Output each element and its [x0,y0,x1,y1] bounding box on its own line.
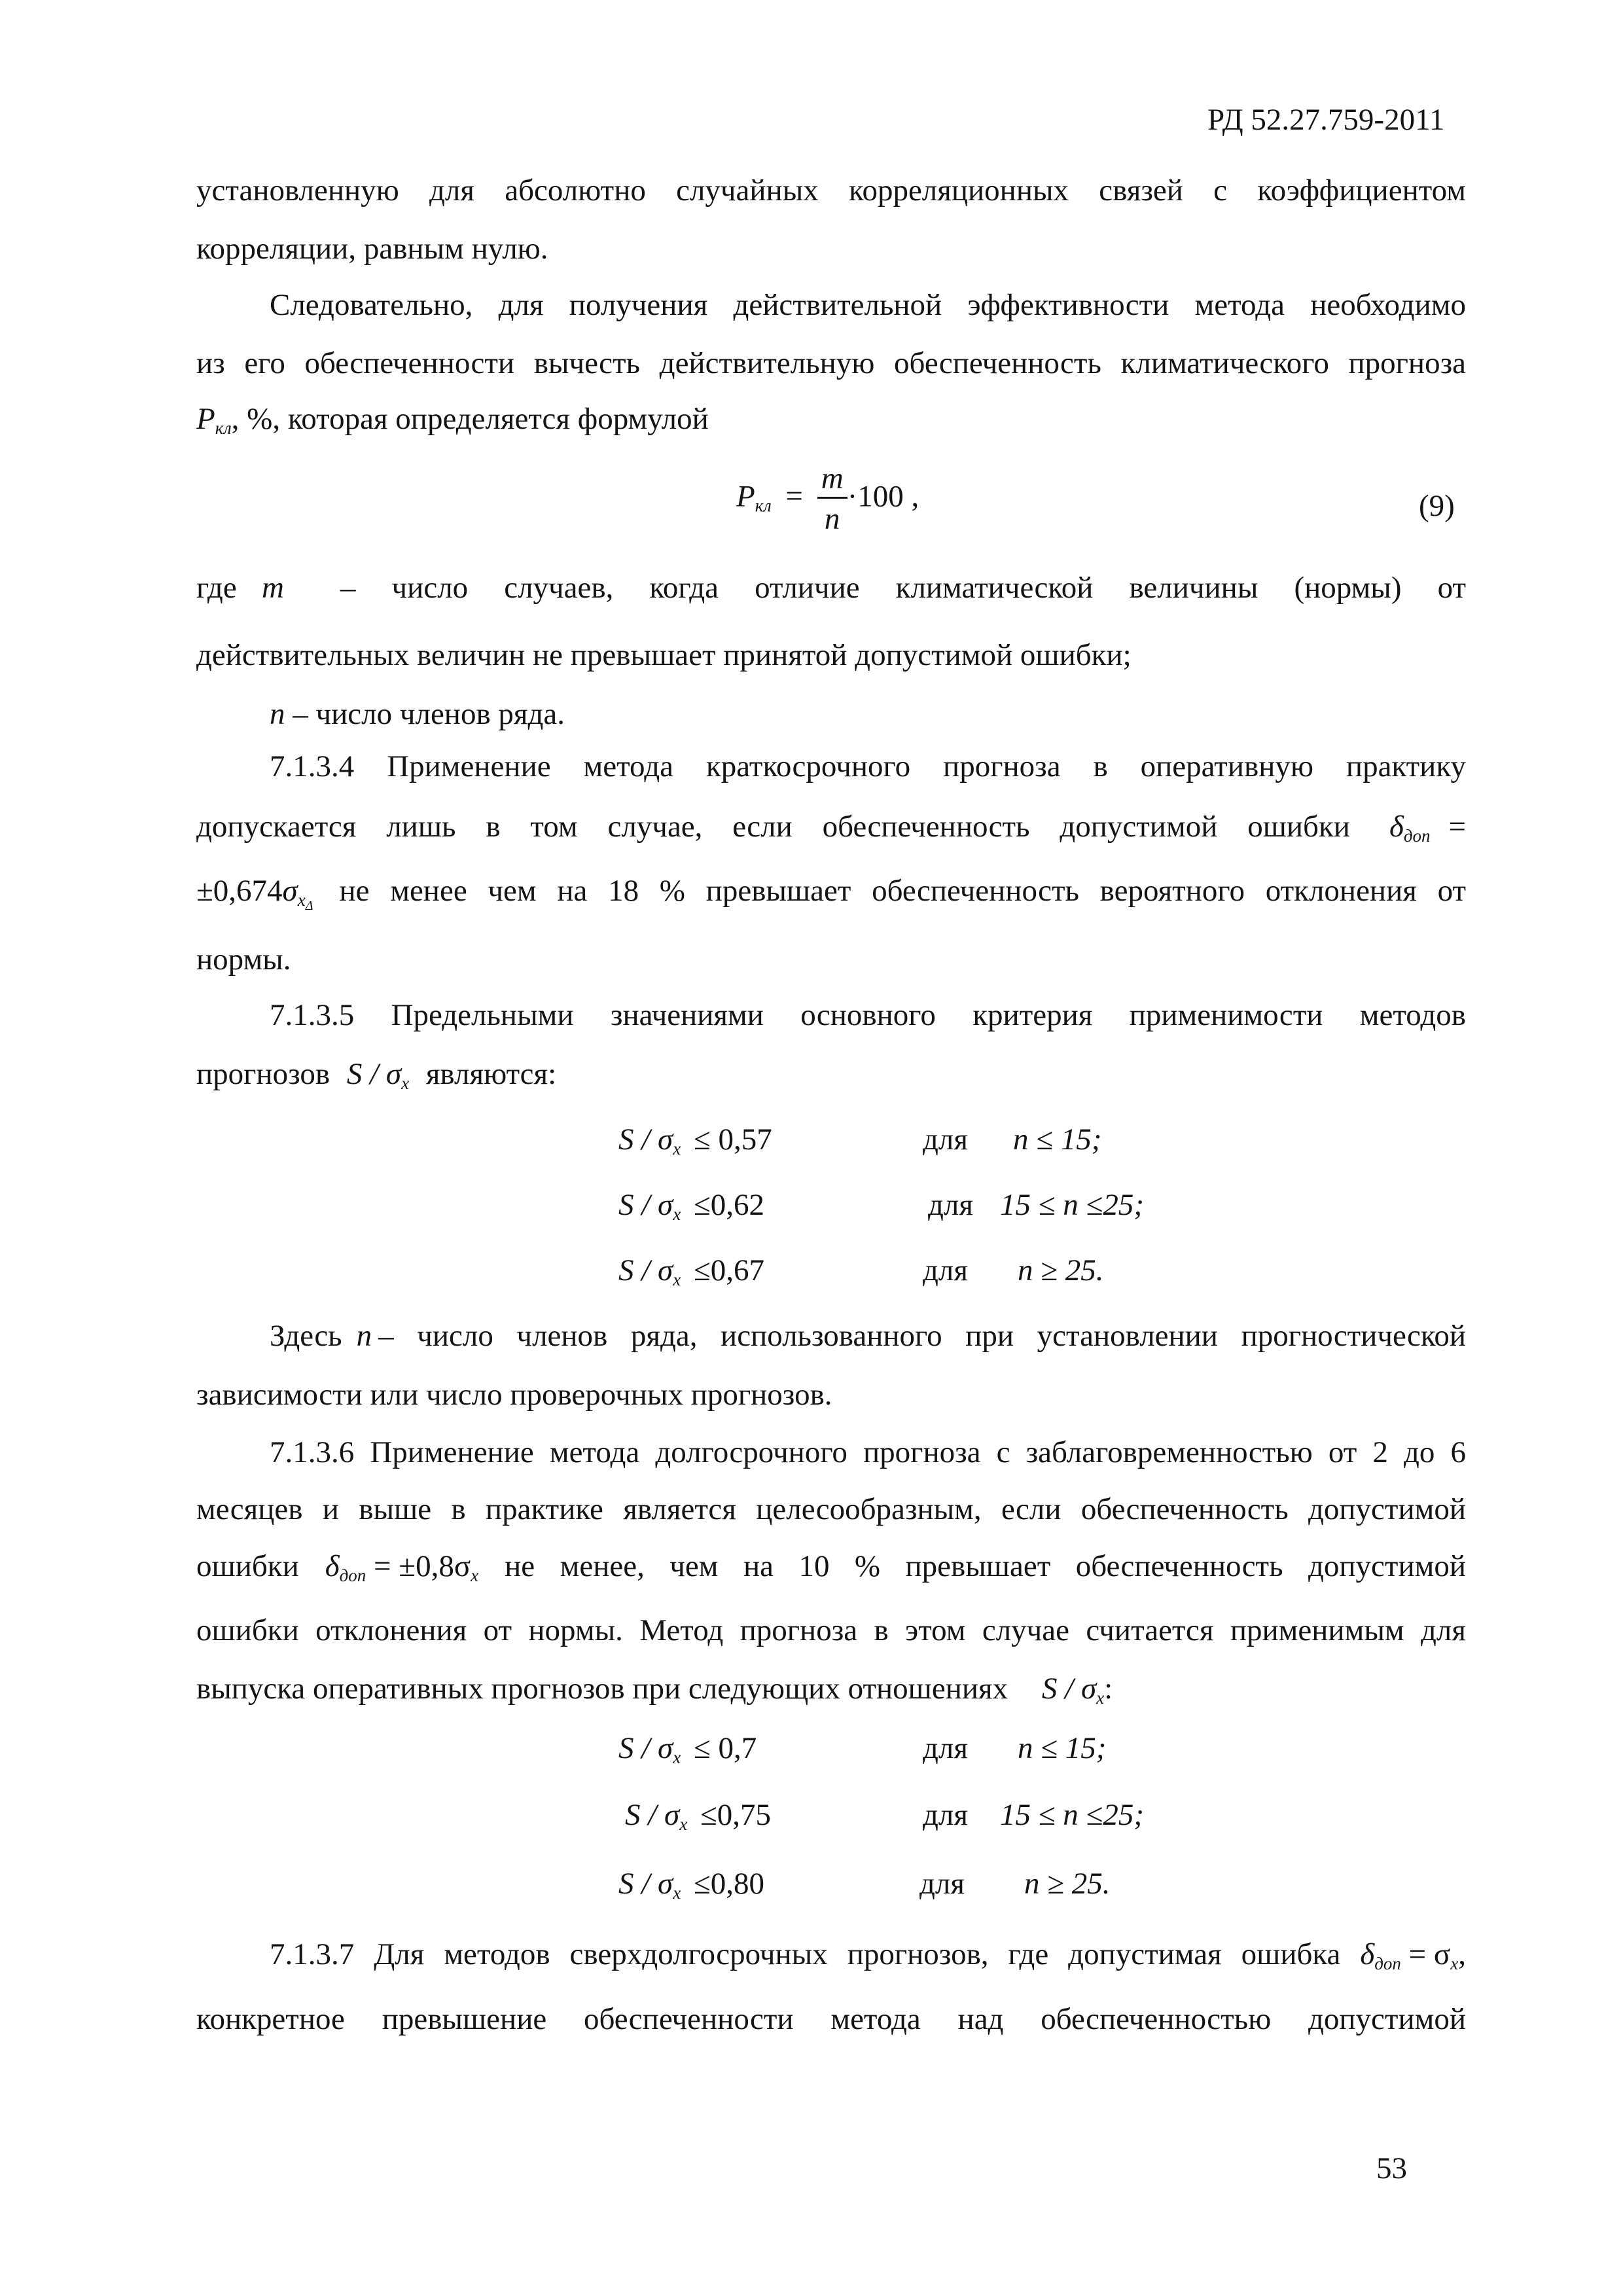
text: прогнозов [196,1057,330,1091]
math-subscript: x [1096,1688,1105,1708]
text: Здесь [270,1319,342,1353]
paragraph-line [270,1321,1466,1352]
math-text: ±0,674 [196,874,283,908]
criteria-condition: n ≤ 15; [1013,1122,1102,1157]
paragraph-line [196,1672,1113,1708]
math-text: = σ [1408,1937,1451,1971]
math-subscript: x [673,1883,681,1903]
math-symbol: P [736,479,755,514]
text: ошибки [196,1549,299,1583]
text: Следовательно, для получения действительной эффективности метода необходимо [270,288,1466,322]
math-subscript: x [673,1270,681,1289]
paragraph-line [196,1549,1466,1585]
criteria-condition: 15 ≤ n ≤25; [1000,1798,1144,1832]
text: , %, которая определяется формулой [231,402,709,436]
criteria-for: для [923,1731,968,1765]
text: – число членов ряда, использованного при установлении прогностической [378,1319,1466,1353]
math-symbol: $\delta_{доп}$ [1389,810,1431,846]
math-subscript: доп [339,1566,366,1585]
criteria-row [618,1731,757,1767]
definition-line [196,573,1466,603]
math-symbol: δ [1360,1937,1375,1971]
text: 7.1.3.7 Для методов сверхдолгосрочных прогнозов, где допустимая ошибка [270,1937,1341,1971]
math-subscript: x [673,1139,681,1158]
criteria-for: для [919,1867,965,1901]
math-symbol: n [270,697,285,731]
math-subscript: x [471,1566,479,1585]
criteria-row [625,1798,772,1834]
criteria-row [618,1253,765,1289]
math-text: = ±0,8σ [374,1549,471,1583]
math-relation: ≤ 0,57 [693,1122,772,1157]
paragraph-line: действительных величин не превышает принятой допустимой ошибки; [196,638,1132,672]
math-subscript: x [673,1204,681,1224]
paragraph-line: установленную для абсолютно случайных корреляционных связей с коэффициентом [196,173,1466,207]
math-equals: = [785,479,803,514]
text: – число случаев, когда отличие климатической величины (нормы) от [340,571,1466,605]
criteria-condition: n ≥ 25. [1024,1867,1111,1901]
paragraph-line: зависимости или число проверочных прогнозов. [196,1378,832,1412]
paragraph-line: 7.1.3.6 Применение метода долгосрочного прогноза с заблаговременностью от 2 до 6 [270,1435,1466,1469]
math-symbol: S / σ [1041,1672,1097,1706]
math-symbol: S / σ [618,1122,673,1157]
math-numerator: m [817,463,847,499]
paragraph-line [196,874,1466,913]
paragraph-line: месяцев и выше в практике является целесообразным, если обеспеченность допустимой [196,1492,1466,1526]
math-relation: ≤ 0,7 [693,1731,757,1765]
paragraph-line: 7.1.3.4 Применение метода краткосрочного прогноза в оперативную практику [270,749,1466,783]
math-symbol: S / σ [618,1867,673,1901]
math-symbol: S / σ [346,1057,402,1091]
math-subscript: x [401,1073,410,1093]
math-subscript: x [679,1814,688,1834]
criteria-condition: n ≤ 15; [1018,1731,1107,1765]
paragraph-line: 7.1.3.5 Предельными значениями основного критерия применимости методов [270,998,1466,1032]
formula-9 [736,463,919,535]
text: допускается лишь в том случае, если обеспеченность допустимой ошибки [196,810,1350,844]
math-subscript: xΔ [297,890,313,913]
criteria-for: для [923,1122,968,1157]
text: выпуска оперативных прогнозов при следующих отношениях [196,1672,1008,1706]
math-symbol: m [262,571,284,605]
math-symbol: n [356,1319,372,1353]
text: не менее чем на 18 % превышает обеспеченность вероятного отклонения от [339,874,1466,908]
page-number: 53 [1376,2151,1407,2185]
text: не менее, чем на 10 % превышает обеспеченность допустимой [505,1549,1466,1583]
math-relation: ≤0,75 [700,1798,772,1832]
paragraph-line: ошибки отклонения от нормы. Метод прогноза в этом случае считается применимым для [196,1613,1466,1647]
math-symbol: S / σ [618,1731,673,1765]
math-symbol: δ [325,1549,340,1583]
paragraph-line: корреляции, равным нулю. [196,232,548,266]
criteria-for: для [923,1798,968,1832]
text: являются: [425,1057,557,1091]
paragraph-line: конкретное превышение обеспеченности метода над обеспеченностью допустимой [196,2002,1466,2036]
math-relation: ≤0,67 [693,1253,765,1287]
math-symbol: P [196,402,215,436]
paragraph-line: нормы. [196,942,291,977]
criteria-row [618,1867,765,1903]
math-fraction [817,463,847,535]
math-symbol: S / σ [618,1188,673,1222]
math-colon: : [1104,1672,1113,1706]
paragraph-line: 7.1.3.7 Для методов сверхдолгосрочных прогнозов, где допустимая ошибка $\delta_{доп} = \sigma_x$, [270,1937,1466,1973]
math-relation: ≤0,80 [693,1867,765,1901]
text: где [196,571,237,605]
math-equals: = [1448,810,1466,844]
paragraph-line: из его обеспеченности вычесть действительную обеспеченность климатического прогноза [196,346,1466,380]
criteria-row [618,1188,765,1224]
math-relation: ≤0,62 [693,1188,765,1222]
math-text: ·100 , [847,479,919,514]
criteria-condition: n ≥ 25. [1018,1253,1104,1287]
paragraph-line [270,290,1466,321]
math-subscript: кл [755,495,772,516]
math-symbol: σ [282,874,298,908]
paragraph-line [196,1057,557,1093]
formula-number: (9) [1419,489,1455,523]
math-subscript: x [673,1748,681,1767]
criteria-for: для [928,1188,973,1222]
criteria-row [618,1122,772,1158]
document-code: РД 52.27.759-2011 [1207,103,1445,137]
math-denominator: n [824,502,840,536]
criteria-condition: 15 ≤ n ≤25; [1000,1188,1144,1222]
definition-line [270,699,565,730]
paragraph-line [196,402,709,438]
math-subscript: кл [215,418,232,438]
criteria-for: для [923,1253,968,1287]
paragraph-line [196,810,1466,846]
math-symbol: S / σ [625,1798,680,1832]
math-subscript: доп [1374,1954,1401,1973]
math-symbol: S / σ [618,1253,673,1287]
math-subscript: x [1450,1954,1459,1973]
text: – число членов ряда. [293,697,565,731]
